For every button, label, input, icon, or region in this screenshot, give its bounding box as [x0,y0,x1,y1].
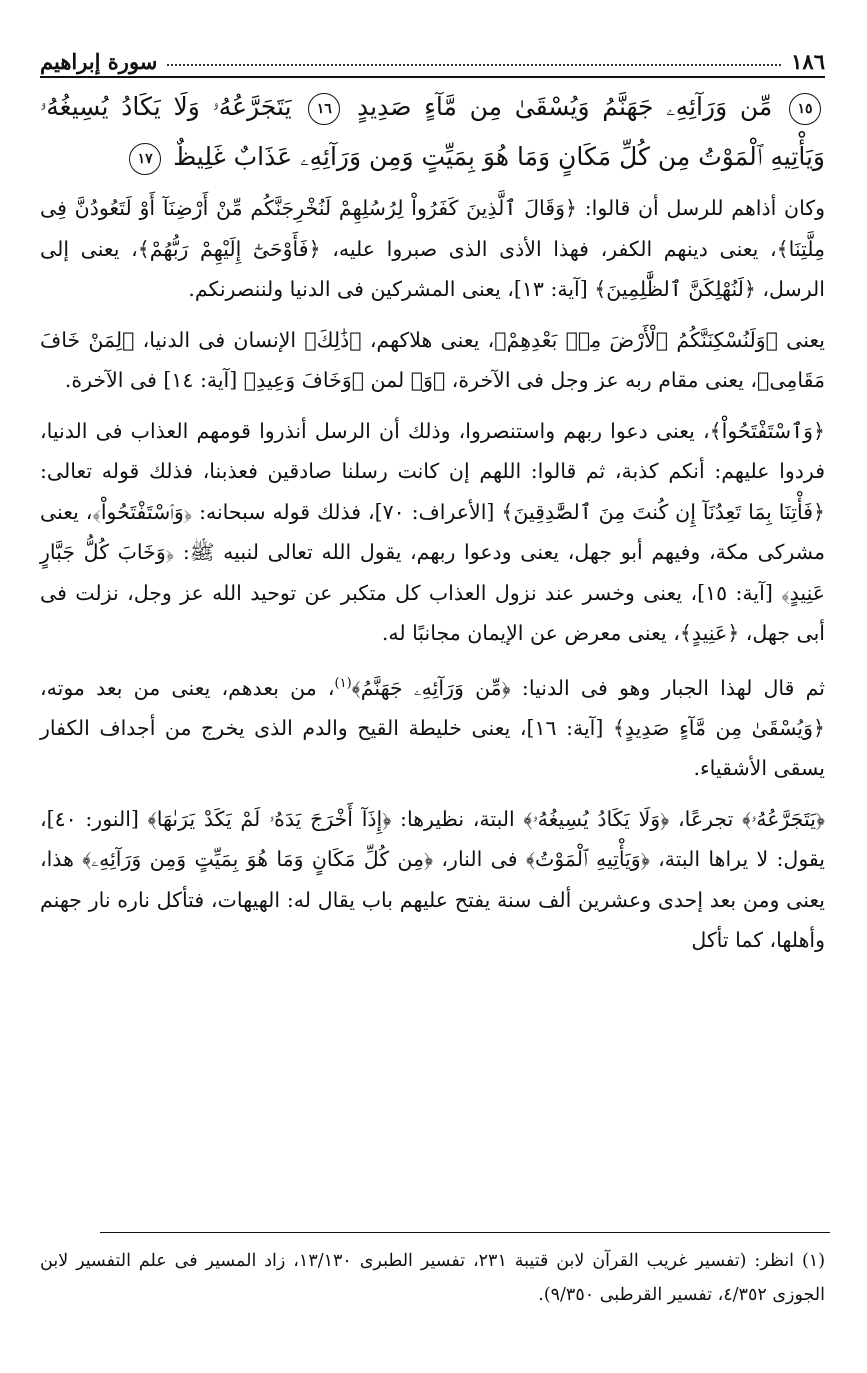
paragraph-text [40,664,825,789]
ayah-number-16: ١٦ [308,93,340,125]
page-number: ١٨٦ [791,49,825,74]
footnote: (١) انظر: (تفسير غريب القرآن لابن قتيبة ٢٣١، تفسير الطبرى ١٣/١٣٠، زاد المسير فى علم التفسير لابن الجوزى ٤/٣٥٢، تفسير القرطبى ٩/٣٥٠). [40,1251,826,1305]
paragraph-text: ﴿وَٱسْتَفْتَحُواْ﴾، يعنى دعوا ربهم واستنصروا، وذلك أن الرسل أنذروا قومهم العذاب فى الدنيا، فردوا عليهم: أنكم كذبة، ثم قالوا: اللهم إن كانت رسلنا صادقين فعذبنا، فذلك قوله تعالى: ﴿فَأْتِنَا بِمَا تَعِدُنَآ إِن كُنتَ مِنَ ٱلصَّٰدِقِينَ﴾ [الأعراف: ٧٠]، فذلك قوله سبحانه: ﴿وَٱسْتَفْتَحُواْ﴾، يعنى مشركى مكة، وفيهم أبو جهل، يعنى ودعوا ربهم، يقول الله تعالى لنبيه ﷺ: ﴿وَخَابَ كُلُّ جَبَّارٍ عَنِيدٍ﴾ [آية: ١٥]، يعنى وخسر عند نزول العذاب كل متكبر عن توحيد الله عز وجل، نزلت فى أبى جهل، ﴿عَنِيدٍ﴾، يعنى معرض عن الإيمان مجانبًا له. [40,418,826,645]
paragraph-text-part-a: ثم قال لهذا الجبار وهو فى الدنيا: ﴿مِّن وَرَآئِهِۦ جَهَنَّمُ﴾ [351,675,825,700]
ayah-number-17: ١٧ [129,143,161,175]
verse-16-17: يَتَجَرَّعُهُۥ وَلَا يَكَادُ يُسِيغُهُۥ وَيَأْتِيهِ ٱلْمَوْتُ مِن كُلِّ مَكَانٍ وَمَا هُوَ بِمَيِّتٍ وَمِن وَرَآئِهِۦ عَذَابٌ غَلِيظٌ [40,92,825,171]
paragraph-text: ﴿يَتَجَرَّعُهُۥ﴾ تجرعًا، ﴿وَلَا يَكَادُ يُسِيغُهُۥ﴾ البتة، نظيرها: ﴿إِذَآ أَخْرَجَ يَدَهُۥ لَمْ يَكَدْ يَرَىٰهَا﴾ [النور: ٤٠]، يقول: لا يراها البتة، ﴿وَيَأْتِيهِ ٱلْمَوْتُ﴾ فى النار، ﴿مِن كُلِّ مَكَانٍ وَمَا هُوَ بِمَيِّتٍ وَمِن وَرَآئِهِۦ﴾ هذا، يعنى ومن بعد إحدى وعشرين ألف سنة يفتح عليهم باب يقال له: الهيهات، فتأكل ناره نار جهنم وأهلها، كما تأكل [40,806,825,953]
commentary-paragraph-1 [40,188,825,310]
page-header [40,38,825,78]
paragraph-text-part-b: ، من بعدهم، يعنى من بعد موته، ﴿وَيُسْقَىٰ مِن مَّآءٍ صَدِيدٍ﴾ [آية: ١٦]، يعنى خليطة القيح والدم الذى يخرج من أجداف الكفار يسقى الأشقياء. [40,675,825,781]
commentary-paragraph-2 [40,320,825,401]
paragraph-text: يعنى ﴿وَلَنُسْكِنَنَّكُمُ ٱلْأَرْضَ مِنۢ بَعْدِهِمْ﴾، يعنى هلاكهم، ﴿ذَٰلِكَ﴾ الإنسان فى الدنيا، ﴿لِمَنْ خَافَ مَقَامِى﴾، يعنى مقام ربه عز وجل فى الآخرة، ﴿وَ﴾ لمن ﴿وَخَافَ وَعِيدِ﴾ [آية: ١٤] فى الآخرة. [40,327,825,392]
commentary-paragraph-5 [40,799,825,961]
header-leader-dots [167,64,781,66]
commentary-paragraph-4 [40,664,825,789]
verse-15-end: مِّن وَرَآئِهِۦ جَهَنَّمُ وَيُسْقَىٰ مِن مَّآءٍ صَدِيدٍ [357,92,773,121]
footnote-divider [100,1232,830,1233]
footnote-reference: (١) [334,675,352,691]
commentary-paragraph-3 [40,411,825,654]
surah-title: سورة إبراهيم [40,49,158,74]
ayah-number-start: ١٥ [789,93,821,125]
paragraph-text: وكان أذاهم للرسل أن قالوا: ﴿وَقَالَ ٱلَّذِينَ كَفَرُواْ لِرُسُلِهِمْ لَنُخْرِجَنَّكُم مِّنْ أَرْضِنَآ أَوْ لَتَعُودُنَّ فِى مِلَّتِنَا﴾، يعنى دينهم الكفر، فهذا الأذى الذى صبروا عليه، ﴿فَأَوْحَىٰٓ إِلَيْهِمْ رَبُّهُمْ﴾، يعنى إلى الرسل، ﴿لَنُهْلِكَنَّ ٱلظَّٰلِمِينَ﴾ [آية: ١٣]، يعنى المشركين فى الدنيا ولننصرنكم. [40,196,825,301]
quran-verses [40,82,825,182]
